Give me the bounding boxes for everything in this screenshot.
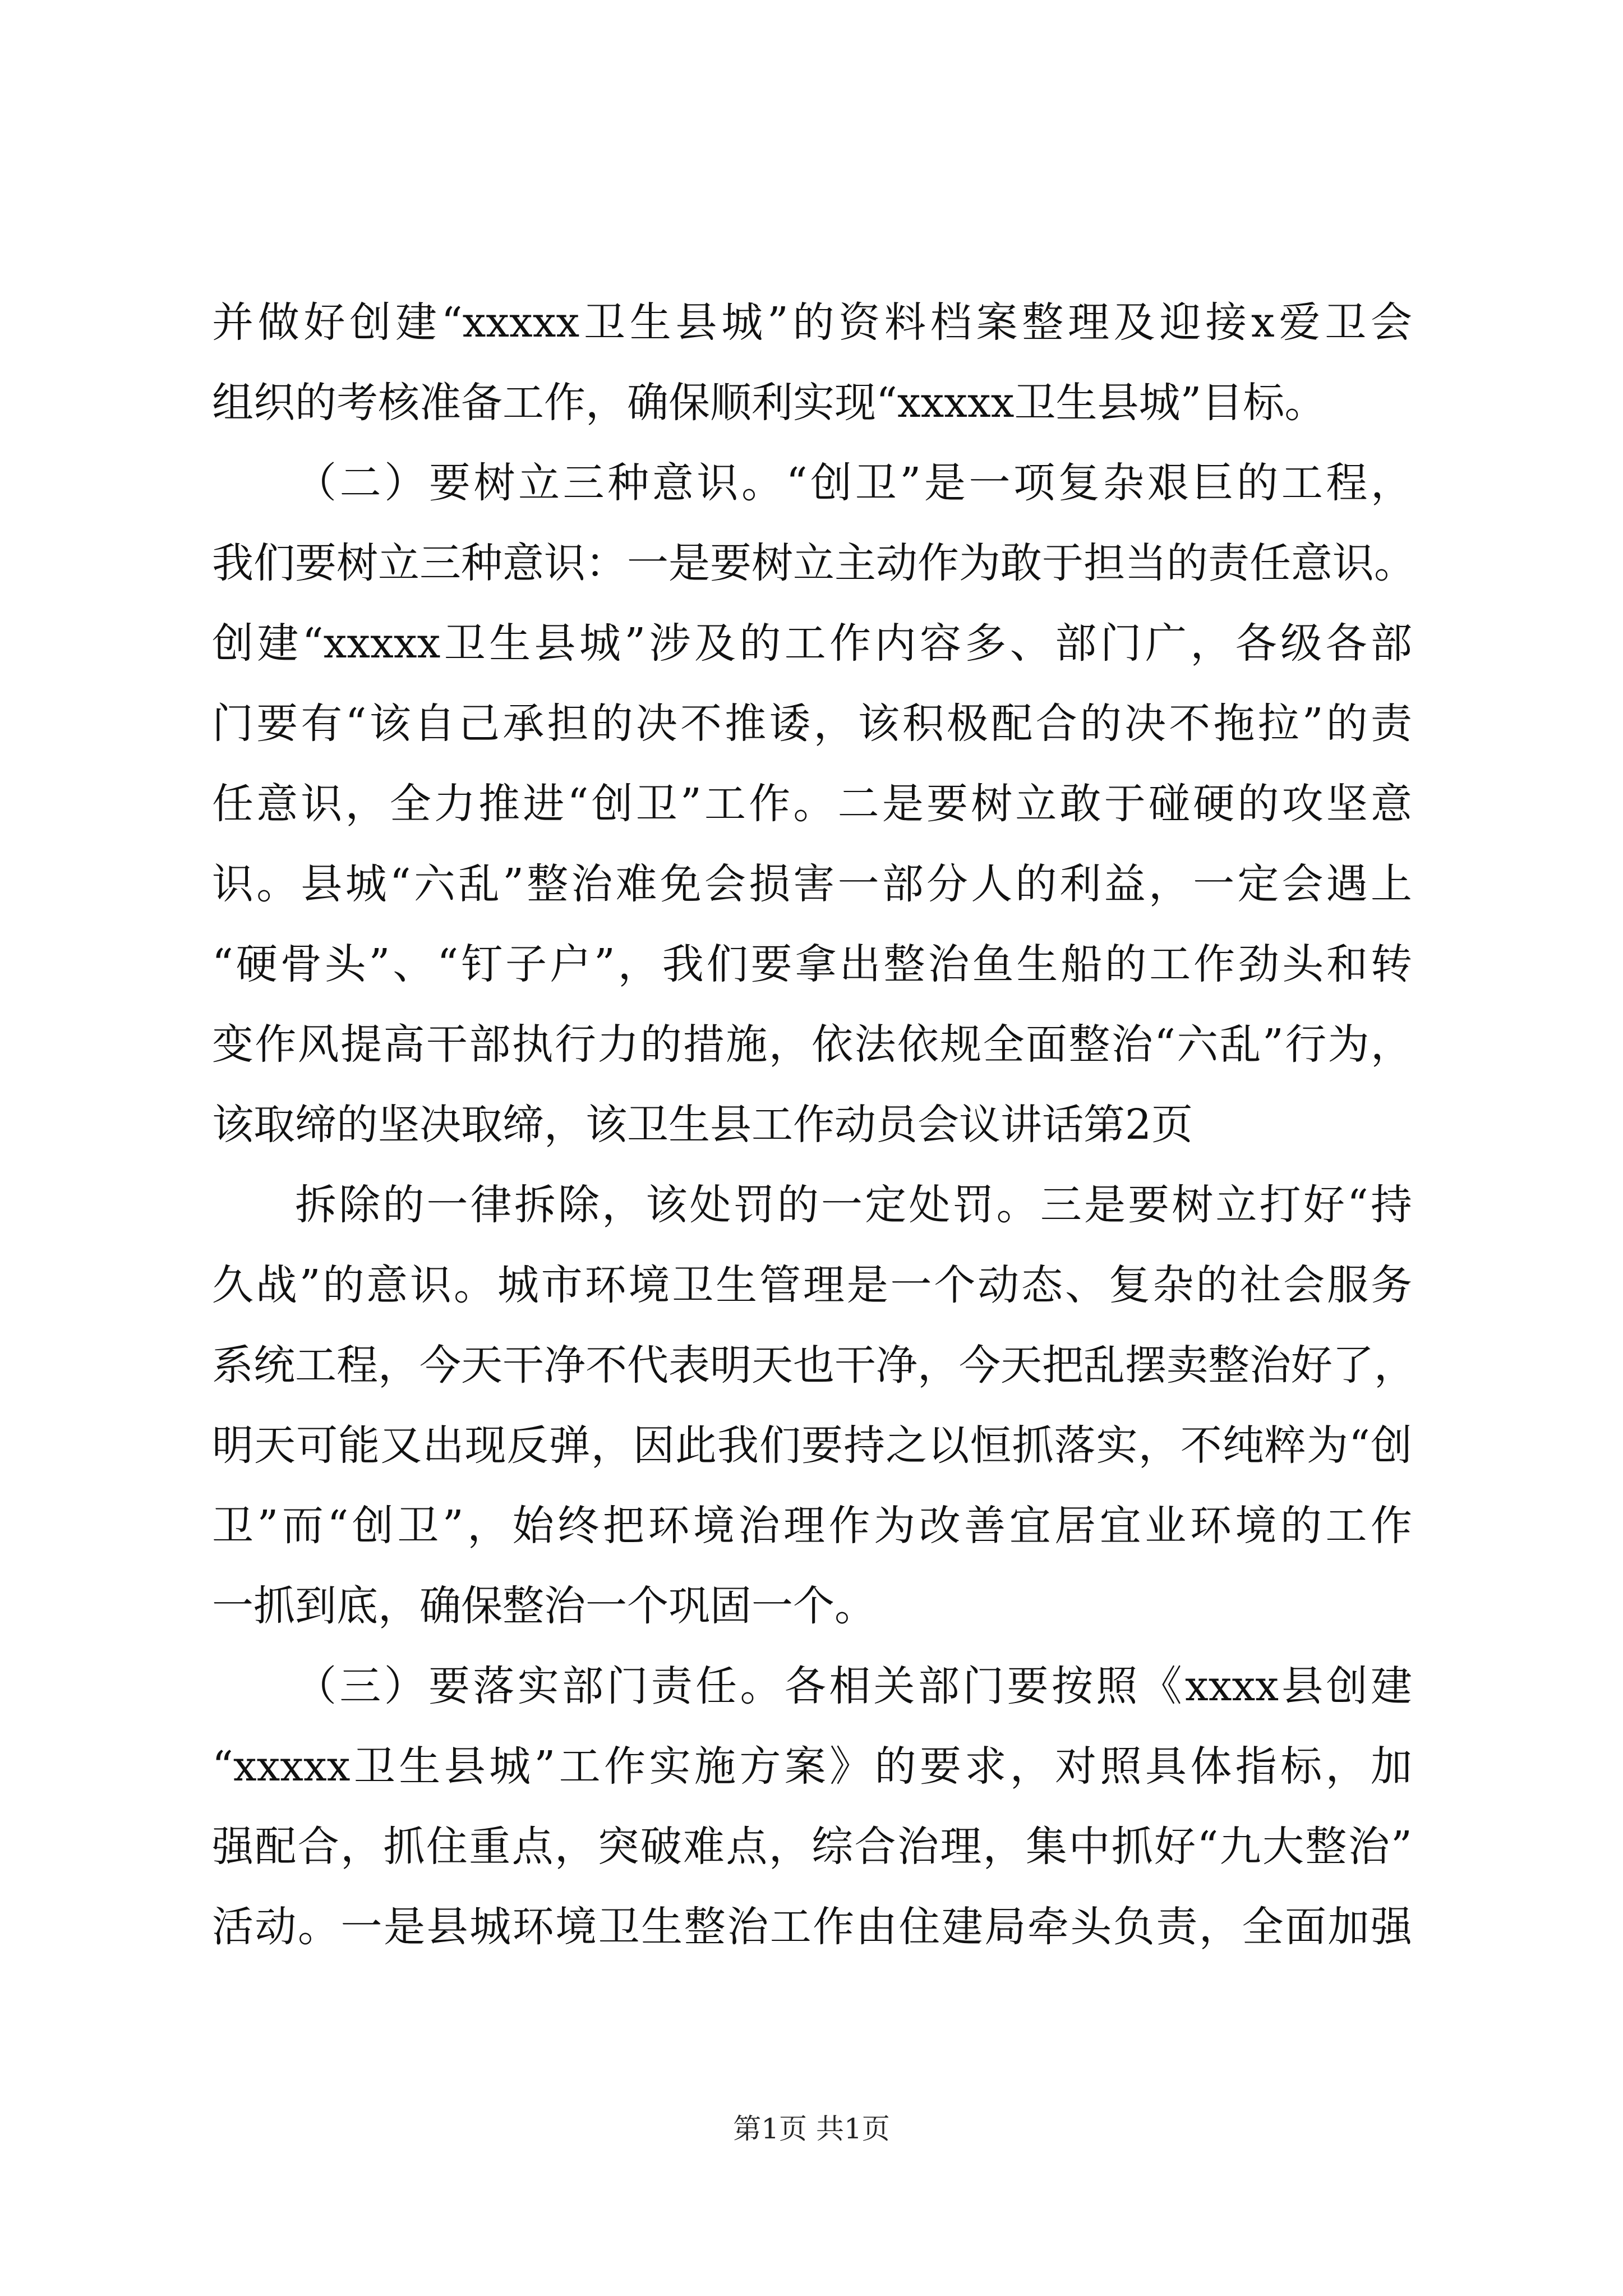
text-line: 组织的考核准备工作，确保顺利实现“xxxxx卫生县城”目标。 bbox=[212, 379, 1326, 427]
text-line: 拆除的一律拆除，该处罚的一定处罚。三是要树立打好“持 bbox=[295, 1181, 1412, 1229]
text-line: 门要有“该自己承担的决不推诿，该积极配合的决不拖拉”的责 bbox=[212, 700, 1412, 748]
text-line: 任意识，全力推进“创卫”工作。二是要树立敢于碰硬的攻坚意 bbox=[212, 780, 1412, 828]
document-body bbox=[212, 286, 1415, 1971]
text-line: “xxxxx卫生县城”工作实施方案》的要求，对照具体指标，加 bbox=[212, 1742, 1412, 1791]
text-line: 识。县城“六乱”整治难免会损害一部分人的利益，一定会遇上 bbox=[212, 860, 1412, 908]
text-line: 该取缔的坚决取缔，该卫生县工作动员会议讲话第2页 bbox=[212, 1101, 1193, 1149]
paragraph-heading-line: （二）要树立三种意识。“创卫”是一项复杂艰巨的工程， bbox=[295, 459, 1412, 507]
text-line: 强配合，抓住重点，突破难点，综合治理，集中抓好“九大整治” bbox=[212, 1823, 1412, 1871]
text-line: 创建“xxxxx卫生县城”涉及的工作内容多、部门广，各级各部 bbox=[212, 619, 1412, 668]
text-line: “硬骨头”、“钉子户”，我们要拿出整治鱼生船的工作劲头和转 bbox=[212, 940, 1412, 988]
text-line: 久战”的意识。城市环境卫生管理是一个动态、复杂的社会服务 bbox=[212, 1261, 1412, 1309]
text-line: 并做好创建“xxxxx卫生县城”的资料档案整理及迎接x爱卫会 bbox=[212, 298, 1412, 347]
paragraph-heading-line: （三）要落实部门责任。各相关部门要按照《xxxx县创建 bbox=[295, 1662, 1412, 1710]
text-line: 我们要树立三种意识：一是要树立主动作为敢于担当的责任意识。 bbox=[212, 539, 1415, 587]
text-line: 一抓到底，确保整治一个巩固一个。 bbox=[212, 1582, 876, 1630]
text-line: 变作风提高干部执行力的措施，依法依规全面整治“六乱”行为， bbox=[212, 1020, 1412, 1069]
text-line: 系统工程，今天干净不代表明天也干净，今天把乱摆卖整治好了， bbox=[212, 1341, 1415, 1389]
text-line: 活动。一是县城环境卫生整治工作由住建局牵头负责，全面加强 bbox=[212, 1903, 1412, 1951]
page-footer: 第1页 共1页 bbox=[733, 2113, 890, 2145]
text-line: 明天可能又出现反弹，因此我们要持之以恒抓落实，不纯粹为“创 bbox=[212, 1421, 1412, 1470]
text-line: 卫”而“创卫”，始终把环境治理作为改善宜居宜业环境的工作 bbox=[212, 1502, 1412, 1550]
